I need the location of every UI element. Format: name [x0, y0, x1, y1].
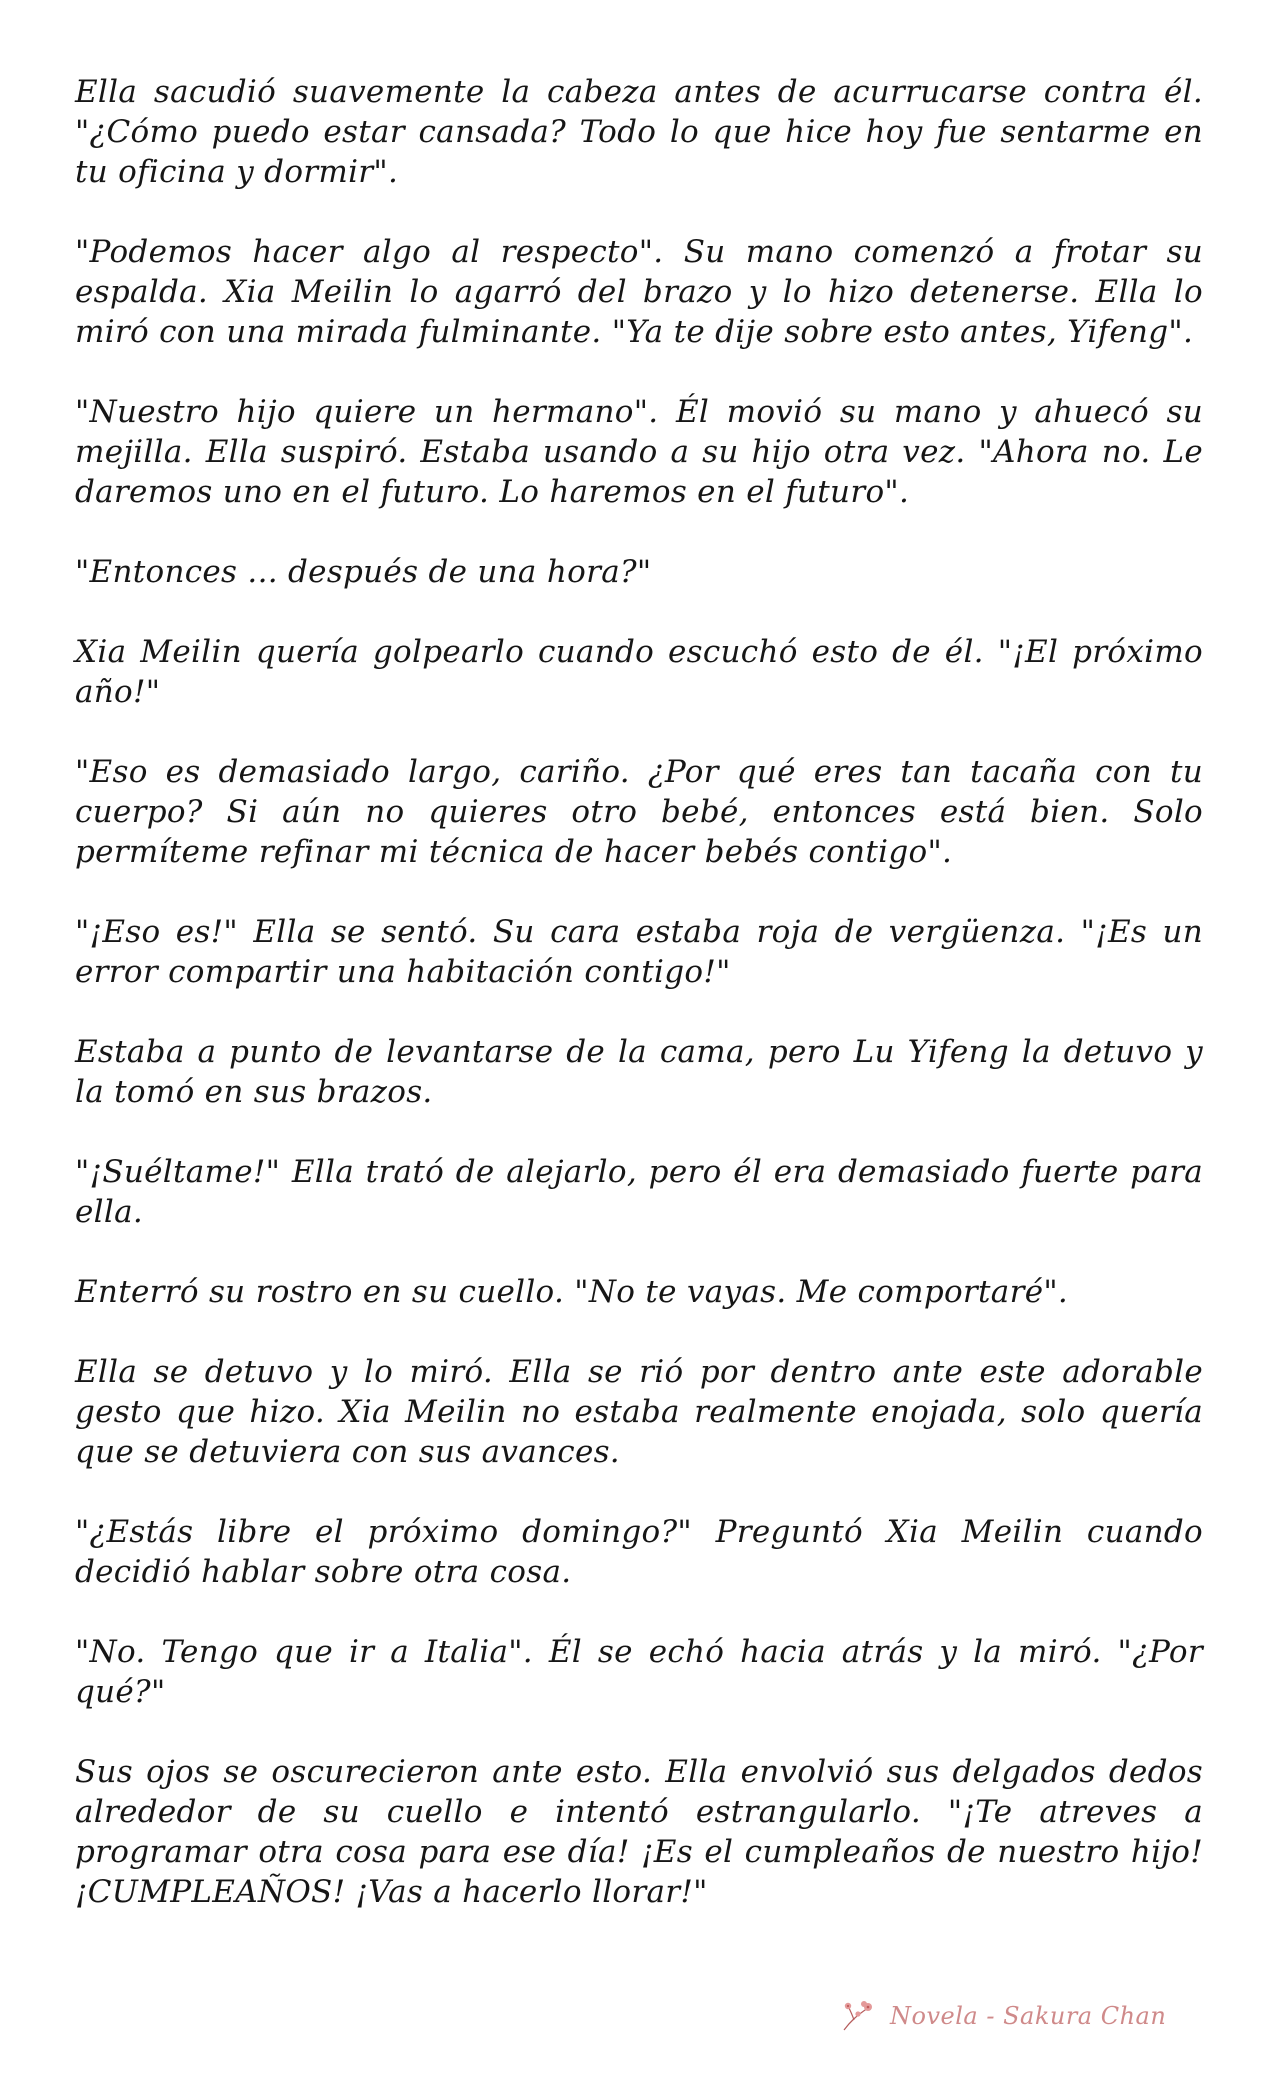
paragraph: Estaba a punto de levantarse de la cama, pero Lu Yifeng la detuvo y la tomó en sus brazos.: [75, 1034, 1203, 1110]
paragraph: "Nuestro hijo quiere un hermano". Él movió su mano y ahuecó su mejilla. Ella suspiró. Estaba usando a su hijo otra vez. "Ahora no. Le daremos uno en el futuro. Lo haremos en el futuro".: [75, 394, 1203, 510]
paragraph: "Eso es demasiado largo, cariño. ¿Por qué eres tan tacaña con tu cuerpo? Si aún no quieres otro bebé, entonces está bien. Solo permíteme refinar mi técnica de hacer bebés contigo".: [75, 754, 1203, 870]
paragraph: Sus ojos se oscurecieron ante esto. Ella envolvió sus delgados dedos alrededor de su cuello e intentó estrangularlo. "¡Te atreves a programar otra cosa para ese día! ¡Es el cumpleaños de nuestro hijo! ¡CUMPLEAÑOS! ¡Vas a hacerlo llorar!": [75, 1754, 1203, 1910]
watermark: [838, 1996, 1166, 2036]
cherry-blossom-icon: [838, 1996, 878, 2036]
paragraph: "No. Tengo que ir a Italia". Él se echó hacia atrás y la miró. "¿Por qué?": [75, 1634, 1203, 1710]
paragraph: "¡Suéltame!" Ella trató de alejarlo, pero él era demasiado fuerte para ella.: [75, 1154, 1203, 1230]
paragraph: "¡Eso es!" Ella se sentó. Su cara estaba roja de vergüenza. "¡Es un error compartir una habitación contigo!": [75, 914, 1203, 990]
paragraph: Ella se detuvo y lo miró. Ella se rió por dentro ante este adorable gesto que hizo. Xia Meilin no estaba realmente enojada, solo quería que se detuviera con sus avances.: [75, 1354, 1203, 1470]
paragraph: Ella sacudió suavemente la cabeza antes de acurrucarse contra él. "¿Cómo puedo estar cansada? Todo lo que hice hoy fue sentarme en tu oficina y dormir".: [75, 74, 1203, 190]
document-body: [75, 72, 1203, 1952]
paragraph: "¿Estás libre el próximo domingo?" Preguntó Xia Meilin cuando decidió hablar sobre otra cosa.: [75, 1514, 1203, 1590]
paragraph: "Entonces ... después de una hora?": [75, 554, 652, 590]
paragraph: Enterró su rostro en su cuello. "No te vayas. Me comportaré".: [75, 1274, 1069, 1310]
watermark-text: Novela - Sakura Chan: [890, 2002, 1167, 2030]
paragraph: Xia Meilin quería golpearlo cuando escuchó esto de él. "¡El próximo año!": [75, 634, 1203, 710]
paragraph: "Podemos hacer algo al respecto". Su mano comenzó a frotar su espalda. Xia Meilin lo agarró del brazo y lo hizo detenerse. Ella lo miró con una mirada fulminante. "Ya te dije sobre esto antes, Yifeng".: [75, 234, 1203, 350]
